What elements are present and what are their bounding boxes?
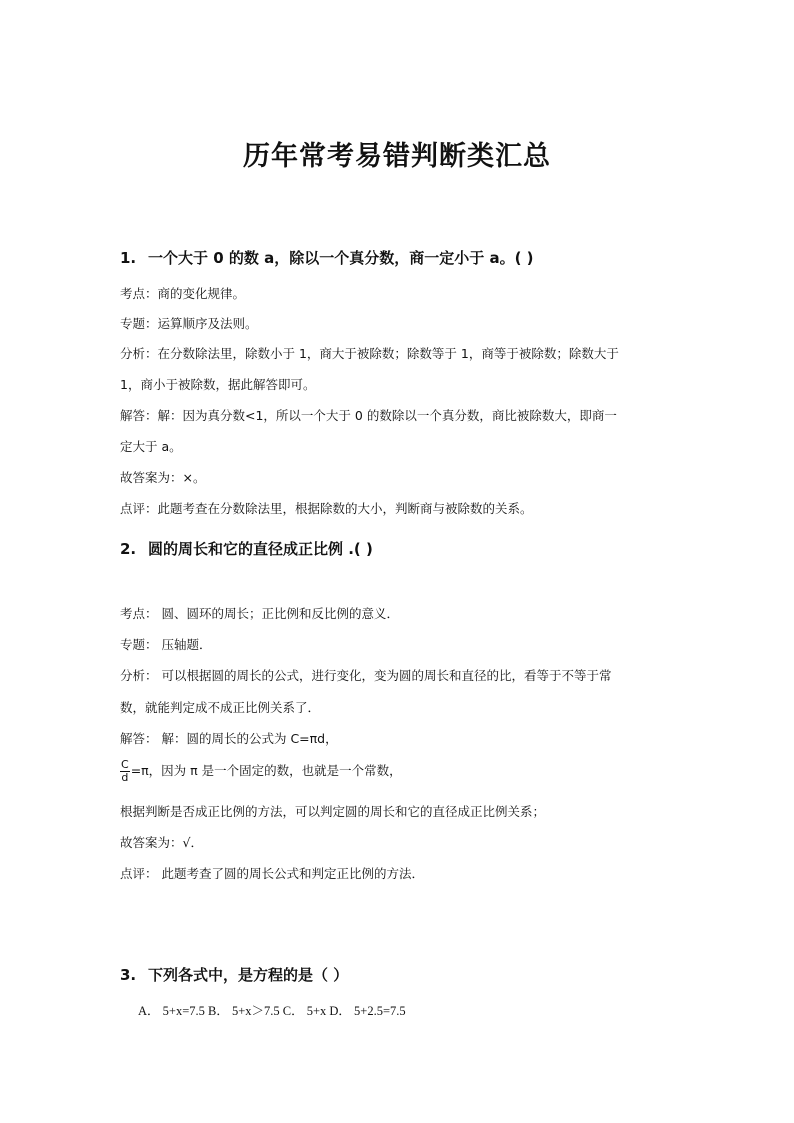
question-2-number: 2. [120,540,137,558]
q2-line-kaodian: 考点： 圆、圆环的周长；正比例和反比例的意义． [120,606,399,621]
question-1-number: 1. [120,249,137,267]
question-3 [120,964,348,985]
question-2 [120,538,373,559]
question-2-text: 圆的周长和它的直径成正比例 .( ) [148,540,373,558]
q2-line-fenxi-2: 数，就能判定成不成正比例关系了． [120,700,321,715]
question-3-text: 下列各式中，是方程的是（ ） [148,966,349,984]
q2-line-answer: 故答案为：√． [120,835,203,850]
question-1 [120,247,534,268]
q1-line-answer: 故答案为：×。 [120,470,206,485]
fraction-denominator: d [121,771,129,784]
q1-line-jieda-2: 定大于 a。 [120,439,182,454]
q1-line-jieda-1: 解答：解：因为真分数<1，所以一个大于 0 的数除以一个真分数，商比被除数大，即商一 [120,408,617,423]
q2-line-zhuanti: 专题： 压轴题． [120,637,212,652]
page-title: 历年常考易错判断类汇总 [243,141,551,172]
q1-line-kaodian: 考点：商的变化规律。 [120,286,246,301]
q2-line-jieda-3: 根据判断是否成正比例的方法，可以判定圆的周长和它的直径成正比例关系； [120,804,546,819]
q2-line-dianping: 点评： 此题考查了圆的周长公式和判定正比例的方法． [120,866,424,881]
q1-line-dianping: 点评：此题考查在分数除法里，根据除数的大小，判断商与被除数的关系。 [120,501,533,516]
q1-line-fenxi-1: 分析：在分数除法里，除数小于 1，商大于被除数；除数等于 1，商等于被除数；除数大于 [120,346,619,361]
question-1-text: 一个大于 0 的数 a，除以一个真分数，商一定小于 a。( ) [148,249,534,267]
fraction-numerator: C [121,758,129,771]
q2-line-fraction [120,759,402,784]
fraction-c-over-d [120,759,130,784]
question-3-options: A． 5+x=7.5 B． 5+x＞7.5 C． 5+x D． 5+2.5=7.5 [138,1004,406,1018]
q2-line-fenxi-1: 分析： 可以根据圆的周长的公式，进行变化，变为圆的周长和直径的比，看等于不等于常 [120,668,612,683]
q1-line-fenxi-2: 1，商小于被除数，据此解答即可。 [120,377,316,392]
q2-line-jieda-1: 解答： 解：圆的周长的公式为 C=πd， [120,731,338,746]
q2-fraction-rest: =π，因为 π 是一个固定的数，也就是一个常数， [130,763,402,778]
question-3-number: 3. [120,966,137,984]
q1-line-zhuanti: 专题：运算顺序及法则。 [120,316,258,331]
